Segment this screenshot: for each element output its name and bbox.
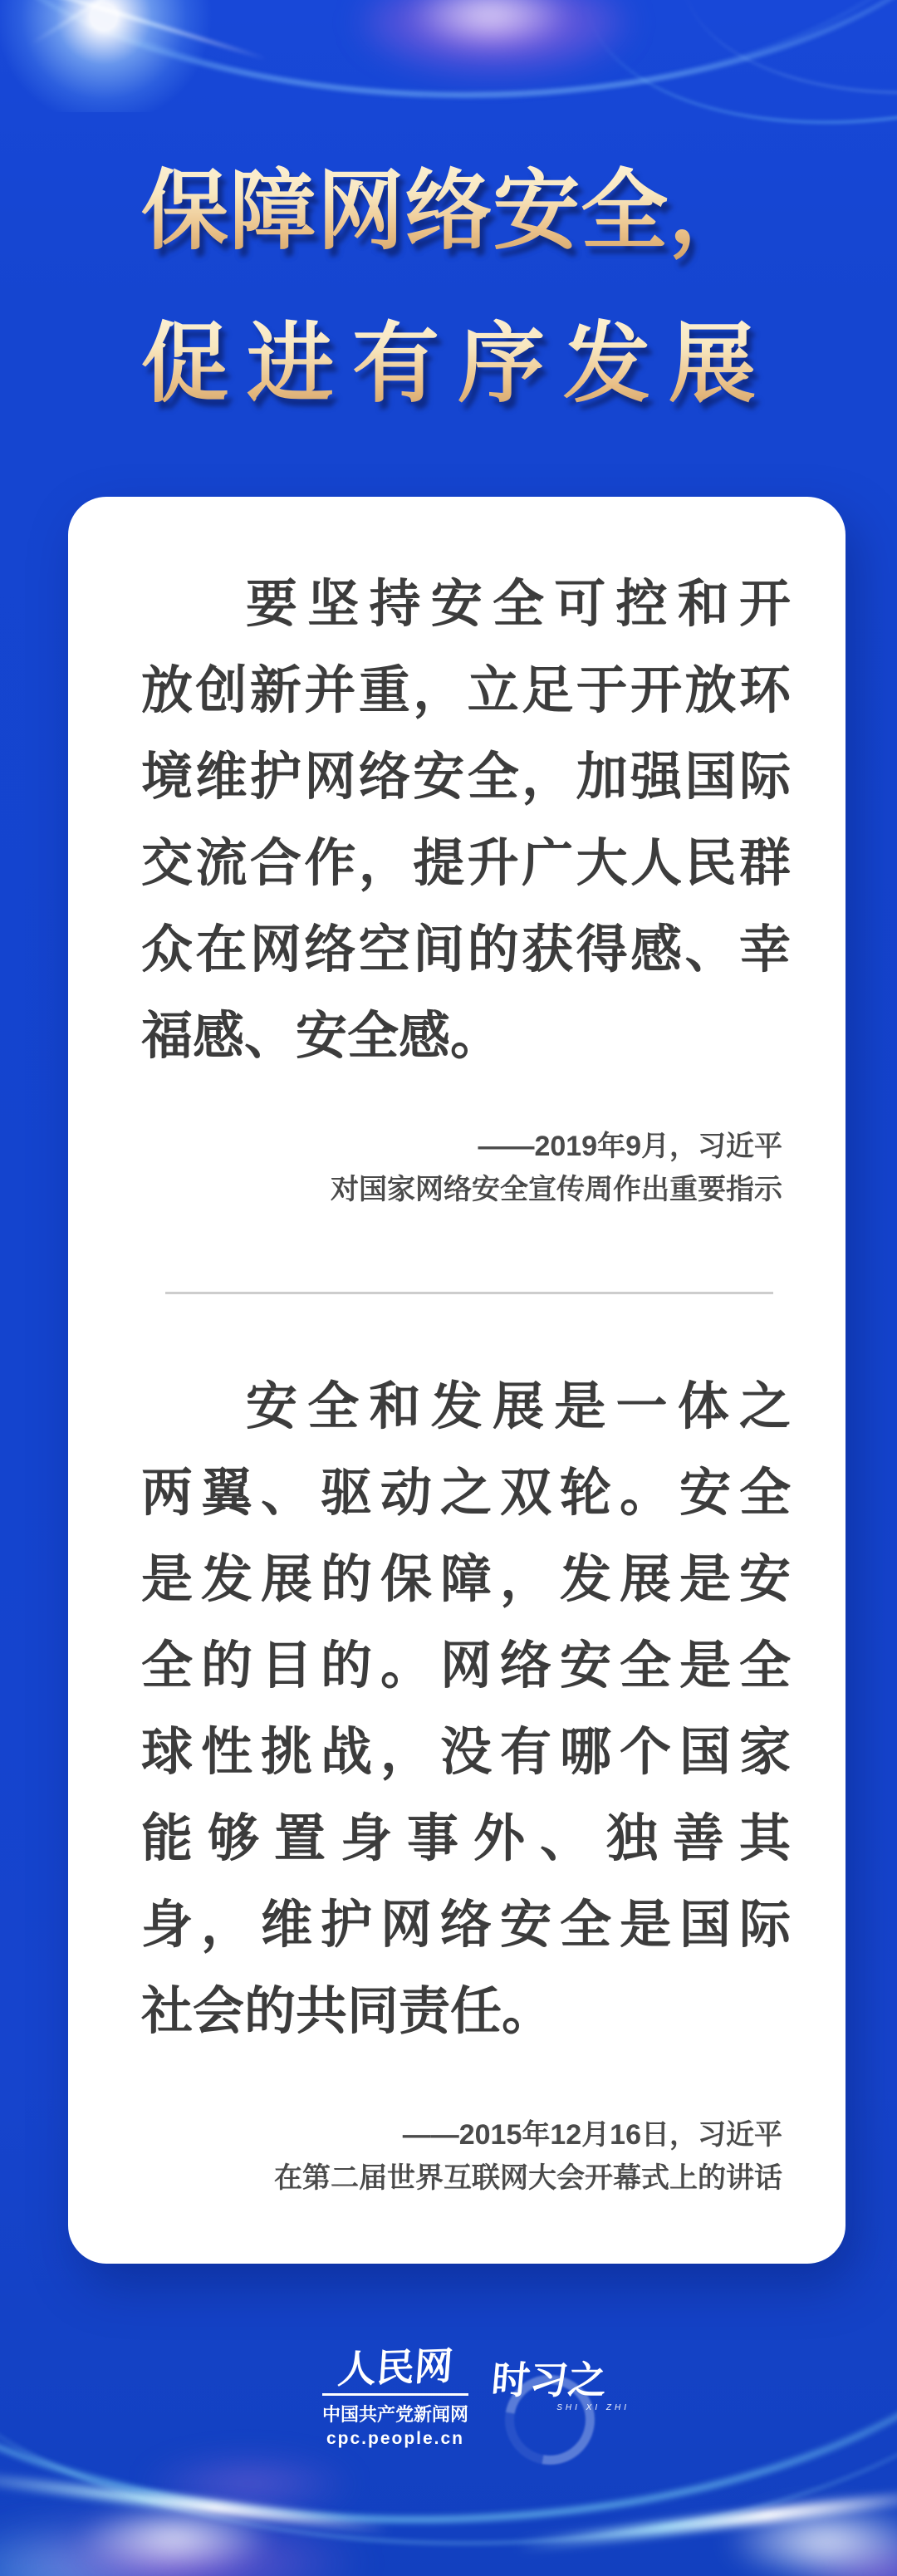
pink-glow-top	[357, 0, 631, 75]
title-line-2: 促进有序发展	[141, 288, 756, 441]
quote-2	[141, 1364, 791, 2055]
cyan-glow-bottom-left	[0, 2521, 183, 2576]
pink-glow-bottom-left-2	[141, 2455, 357, 2513]
shixizhi-subtitle: SHI XI ZHI	[556, 2403, 630, 2412]
quote-2-attribution	[141, 2113, 782, 2200]
title-line-1: 保障网络安全，	[141, 135, 756, 288]
quote-card	[68, 497, 846, 2264]
shixizhi-logo-block	[489, 2358, 633, 2412]
peoples-daily-logo-block	[322, 2344, 468, 2449]
light-streak-bottom-left	[0, 2468, 439, 2540]
quote-2-line-2: 两翼、驱动之双轮。安全	[141, 1465, 791, 1522]
cpc-news-site-url: cpc.people.cn	[326, 2429, 465, 2448]
quote-2-line-6: 能够置身事外、独善其	[141, 1811, 791, 1867]
quote-divider	[165, 1292, 773, 1294]
quote-2-line-4: 全的目的。网络安全是全	[141, 1638, 791, 1695]
pink-glow-bottom-left	[0, 2515, 365, 2576]
cpc-news-site-name: 中国共产党新闻网	[322, 2404, 469, 2425]
quote-2-attribution-line-2: 在第二届世界互联网大会开幕式上的讲话	[274, 2162, 782, 2194]
quote-1-line-5: 众在网络空间的获得感、幸	[141, 922, 791, 979]
light-streak-bottom-right	[516, 2488, 897, 2553]
quote-2-line-7: 身，维护网络安全是国际	[141, 1897, 791, 1954]
quote-1-attribution	[141, 1125, 782, 1211]
quote-2-attribution-line-1: ——2015年12月16日，习近平	[402, 2119, 782, 2151]
quote-1-attribution-line-2: 对国家网络安全宣传周作出重要指示	[331, 1174, 782, 1205]
light-hotspot-bottom-left	[75, 2504, 274, 2574]
quote-1-line-3: 境维护网络安全，加强国际	[141, 749, 791, 806]
pink-glow-bottom-right	[789, 2538, 897, 2576]
lens-flare-ray	[0, 0, 267, 61]
quote-1-line-1: 要坚持安全可控和开	[246, 577, 791, 633]
shixizhi-logo: 时习之	[489, 2358, 609, 2402]
quote-1	[141, 562, 791, 1080]
white-glow-top	[407, 0, 573, 48]
quote-1-attribution-line-1: ——2019年9月，习近平	[478, 1131, 782, 1162]
quote-2-line-3: 是发展的保障，发展是安	[141, 1552, 791, 1608]
lens-flare-ray-2	[30, 0, 194, 46]
light-arc-top-secondary	[0, 0, 897, 97]
quote-1-line-4: 交流合作，提升广大人民群	[141, 836, 791, 892]
quote-2-line-1: 安全和发展是一体之	[246, 1379, 791, 1435]
lens-flare-core	[0, 0, 220, 112]
light-arc-top-primary	[0, 0, 897, 96]
quote-1-line-6: 福感、安全感。	[141, 1008, 502, 1065]
light-wisp-top-right-faint	[668, 0, 897, 117]
poster-title	[141, 135, 756, 441]
light-hotspot-bottom-right	[723, 2502, 897, 2576]
quote-1-line-2: 放创新并重，立足于开放环	[141, 663, 791, 719]
peoples-daily-logo: 人民网	[336, 2344, 455, 2392]
quote-2-line-5: 球性挑战，没有哪个国家	[141, 1725, 791, 1781]
quote-2-line-8: 社会的共同责任。	[141, 1984, 554, 2040]
